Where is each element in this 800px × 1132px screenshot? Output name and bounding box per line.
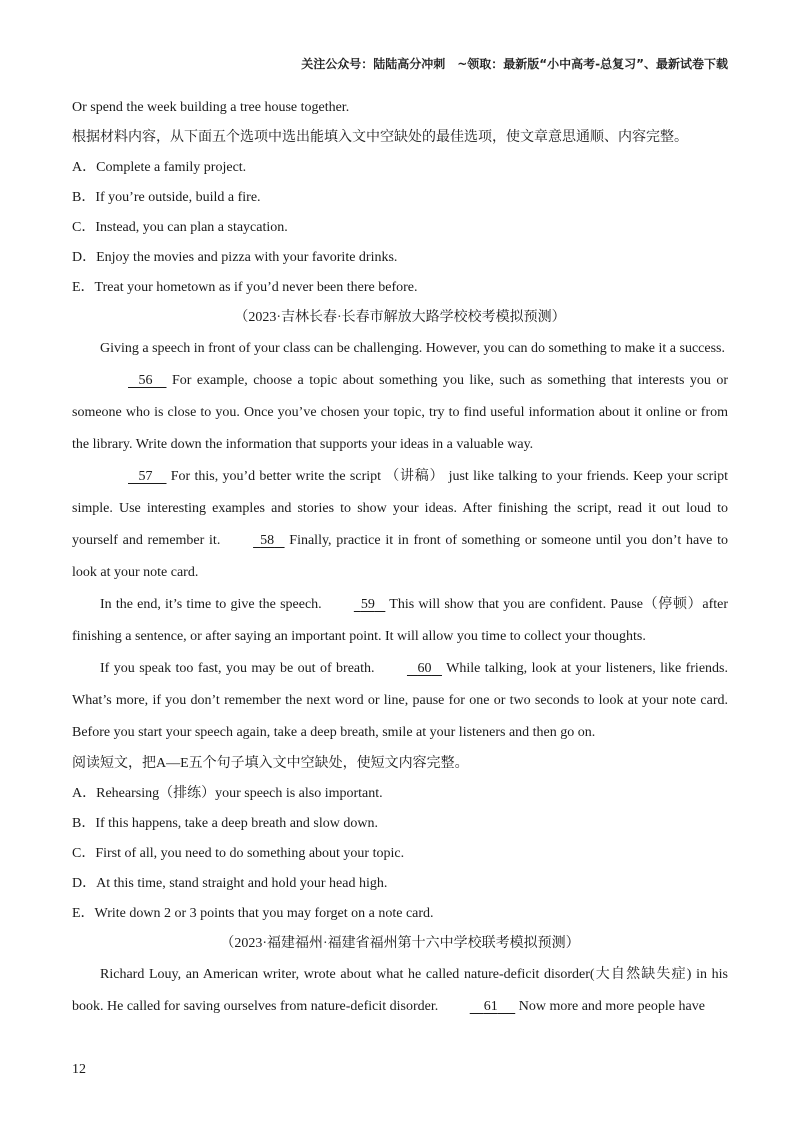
paragraph: If you speak too fast, you may be out of breath. 60 While talking, look at your listeners, like friends. What’s more, if you don’t remember the next word or line, pause for one or two seconds to look at your note card. Before you start your speech again, take a deep breath, smile at your listeners and then go on. <box>72 653 728 749</box>
source-citation: （2023·吉林长春·长春市解放大路学校校考模拟预测） <box>234 310 566 325</box>
blank-60: 60 <box>417 661 432 676</box>
option-a: A．Complete a family project. <box>72 160 247 175</box>
instruction: 阅读短文，把A—E五个句子填入文中空缺处，使短文内容完整。 <box>72 756 469 771</box>
blank-57: 57 <box>138 469 153 484</box>
page-content <box>72 93 728 1023</box>
option-e: E．Write down 2 or 3 points that you may forget on a note card. <box>72 906 434 921</box>
option-b: B．If you’re outside, build a fire. <box>72 190 261 205</box>
paragraph: Richard Louy, an American writer, wrote about what he called nature-deficit disorder(大自然缺失症) in his book. He called for saving ourselves from nature-deficit disorder. 61 Now more and more people have <box>72 959 728 1023</box>
option-b: B．If this happens, take a deep breath and slow down. <box>72 816 378 831</box>
option-d: D．At this time, stand straight and hold your head high. <box>72 876 388 891</box>
option-d: D．Enjoy the movies and pizza with your favorite drinks. <box>72 250 398 265</box>
paragraph: 57 For this, you’d better write the script （讲稿） just like talking to your friends. Keep your script simple. Use interesting examples and stories to show your ideas. After finishing the script, read it out loud to yourself and remember it. 58 Finally, practice it in front of something or someone until you don’t have to look at your note card. <box>72 461 728 589</box>
paragraph: In the end, it’s time to give the speech. 59 This will show that you are confident. Pause（停顿）after finishing a sentence, or after saying an important point. It will allow you time to collect your thoughts. <box>72 589 728 653</box>
option-e: E．Treat your hometown as if you’d never been there before. <box>72 280 418 295</box>
blank-59: 59 <box>360 597 375 612</box>
paragraph: Giving a speech in front of your class can be challenging. However, you can do something to make it a success. <box>100 341 725 356</box>
passage-text: Or spend the week building a tree house together. <box>72 100 350 115</box>
page-header: 关注公众号：陆陆高分冲刺 ~领取：最新版“小中高考-总复习”、最新试卷下载 <box>301 57 728 71</box>
option-c: C．First of all, you need to do something about your topic. <box>72 846 405 861</box>
blank-58: 58 <box>260 533 275 548</box>
instruction: 根据材料内容，从下面五个选项中选出能填入文中空缺处的最佳选项，使文章意思通顺、内容完整。 <box>72 130 688 145</box>
page-number: 12 <box>72 1062 86 1077</box>
blank-56: 56 <box>138 373 153 388</box>
option-a: A．Rehearsing（排练）your speech is also important. <box>72 786 383 801</box>
paragraph: 56 For example, choose a topic about something you like, such as something that interests you or someone who is close to you. Once you’ve chosen your topic, try to find useful information about it online or from the library. Write down the information that supports your ideas in a valuable way. <box>72 365 728 461</box>
option-c: C．Instead, you can plan a staycation. <box>72 220 288 235</box>
source-citation: （2023·福建福州·福建省福州第十六中学校联考模拟预测） <box>220 936 580 951</box>
blank-61: 61 <box>483 999 498 1014</box>
